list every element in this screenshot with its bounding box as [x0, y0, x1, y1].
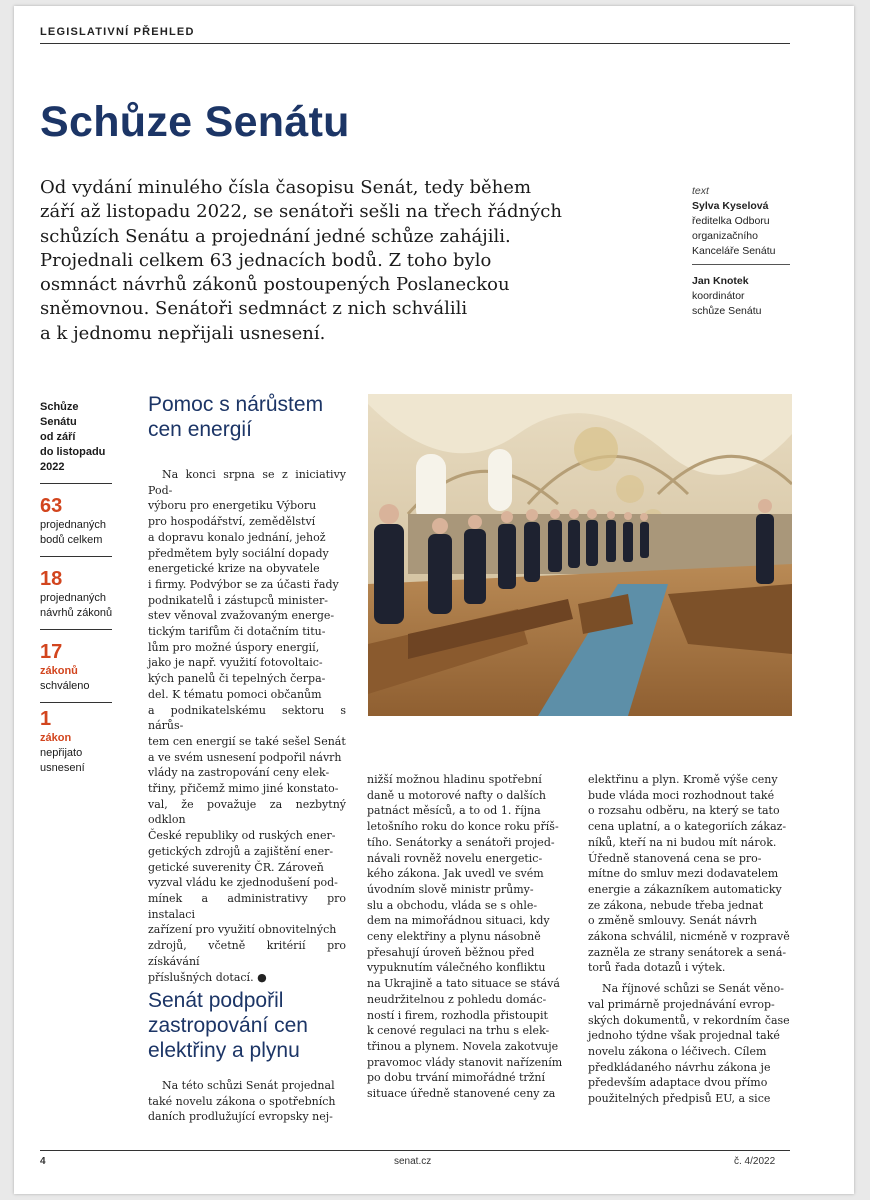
body-line: slu a obchodu, vláda se s ohle- — [367, 898, 538, 912]
body-line: zdrojů, včetně kritérií pro získávání — [148, 939, 346, 968]
body-line: o rozsahu odběru, na který se tato — [588, 804, 780, 818]
body-line: patnáct měsíců, a to od 1. října — [367, 804, 541, 818]
author-role: Kanceláře Senátu — [692, 245, 776, 257]
lead-line: Projednali celkem 63 jednacích bodů. Z toho bylo — [40, 249, 492, 271]
body-line: návali rovněž novelu energetic- — [367, 851, 543, 865]
body-line: Na této schůzi Senát projednal — [162, 1079, 335, 1092]
body-line: elektřinu a plyn. Kromě výše ceny — [588, 773, 778, 786]
credit-divider — [692, 264, 790, 265]
body-line: daně u motorové nafty o dalších — [367, 788, 546, 802]
lead-paragraph — [40, 176, 600, 346]
senate-chamber-illustration — [368, 394, 792, 716]
author-name: Jan Knotek — [692, 275, 749, 287]
stat-item — [40, 707, 116, 776]
stat-label: projednaných — [40, 519, 107, 531]
body-line: dem na mimořádnou situaci, kdy — [367, 914, 550, 928]
page-title: Schůze Senátu — [40, 98, 350, 146]
heading-line: Pomoc s nárůstem — [148, 393, 324, 416]
body-line: a podnikatelskému sektoru s nárůs- — [148, 703, 346, 733]
body-line: zazněla ze strany senátorek a sená- — [588, 945, 787, 959]
body-line: o změně smlouvy. Senát návrh — [588, 914, 758, 928]
body-line: tem cen energií se také sešel Senát — [148, 734, 346, 748]
body-line: energetické krize na obyvatele — [148, 562, 320, 576]
stats-heading-line: od září — [40, 431, 76, 443]
stat-label: projednaných — [40, 592, 107, 604]
body-line: i firmy. Podvýbor se za účasti řady — [148, 577, 339, 591]
body-line: a dopravu konalo jednání, jehož — [148, 530, 326, 544]
body-line: k cenové regulaci na trhu s elek- — [367, 1024, 550, 1038]
body-line: jako je např. využití fotovoltaic- — [148, 656, 323, 670]
body-line: kých panelů či tepelných čerpa- — [148, 672, 326, 686]
stat-item — [40, 640, 116, 694]
body-line: pravomoc vlády stanovit nařízením — [367, 1055, 563, 1069]
stats-heading-line: Schůze — [40, 401, 79, 413]
article-heading — [148, 392, 346, 442]
body-line: třiny, přičemž mimo jiné konstato- — [148, 782, 339, 796]
body-line: ze zákona, nebude třeba jednat — [588, 898, 764, 912]
body-line: po dobu trvání mimořádné tržní — [367, 1071, 546, 1085]
stat-number: 63 — [40, 495, 63, 517]
body-line: vypuknutím válečného konfliktu — [367, 961, 546, 975]
magazine-page — [14, 6, 854, 1194]
heading-line: Senát podpořil — [148, 989, 284, 1012]
stat-label: usnesení — [40, 762, 85, 774]
page-number: 4 — [40, 1156, 46, 1167]
body-line: val, že považuje za nezbytný odklon — [148, 797, 346, 827]
body-line: zařízení pro využití obnovitelných — [148, 923, 337, 937]
body-line: a ve svém usnesení podpořil návrh — [148, 750, 342, 764]
body-line: situace úředně stanovené ceny za — [367, 1087, 556, 1101]
lead-line: osmnáct návrhů zákonů postoupených Poslaneckou — [40, 274, 510, 296]
body-line: lům pro možné úspory energií, — [148, 640, 320, 654]
article-body — [148, 1078, 346, 1125]
stat-label: zákon — [40, 732, 72, 744]
lead-line: sněmovnou. Senátoři sedmnáct z nich schválili — [40, 298, 468, 320]
body-line: ností i firem, rozhodla přistoupit — [367, 1008, 548, 1022]
body-line: energie a zákazníkem automaticky — [588, 882, 782, 896]
author-name: Sylva Kyselová — [692, 200, 769, 212]
body-line: tickým tarifům či dotačním titu- — [148, 625, 326, 639]
credit-label: text — [692, 185, 709, 197]
body-line: mítne do smluv mezi dodavatelem — [588, 867, 779, 881]
body-line: příslušných dotací. ● — [148, 970, 267, 984]
body-line: tího. Senátorky a senátoři projed- — [367, 835, 555, 849]
body-line: val primárně projednávání evrop- — [588, 997, 775, 1011]
body-line: vlády na zastropování ceny elek- — [148, 766, 330, 780]
body-line: ceny elektřiny a plynu násobně — [367, 930, 541, 944]
body-line: nižší možnou hladinu spotřební — [367, 773, 542, 786]
body-line: torů řada dotazů i výtek. — [588, 961, 726, 975]
stats-divider — [40, 702, 112, 703]
stat-number: 18 — [40, 568, 63, 590]
stats-divider — [40, 556, 112, 557]
author-role: koordinátor — [692, 290, 745, 302]
body-line: novelu zákona o léčivech. Cílem — [588, 1044, 767, 1058]
author-role: organizačního — [692, 230, 758, 242]
body-line: úvodním slově ministr průmy- — [367, 882, 534, 896]
body-line: stev věnoval zvažovaným energe- — [148, 609, 335, 623]
body-line: letošního roku do konce roku příš- — [367, 820, 559, 834]
body-line: del. K tématu pomoci občanům — [148, 687, 322, 701]
body-line: předmětem byly sociální dopady — [148, 546, 329, 560]
stat-item — [40, 494, 116, 548]
body-line: předkládaného návrhu zákona je — [588, 1060, 771, 1074]
stats-heading-line: Senátu — [40, 416, 77, 428]
stats-sidebar — [40, 400, 116, 776]
stat-label: bodů celkem — [40, 534, 103, 546]
body-line: České republiky od ruských ener- — [148, 829, 336, 843]
stats-divider — [40, 629, 112, 630]
stat-number: 1 — [40, 708, 52, 730]
body-line: Úředně stanovená cena se pro- — [588, 851, 762, 865]
body-line: cena uplatní, a o kategoriích zákaz- — [588, 820, 787, 834]
body-line: jednoho týdne však projednal také — [588, 1029, 780, 1043]
body-line: kého zákona. Jak uvedl ve svém — [367, 867, 544, 881]
article-body — [367, 772, 573, 1102]
body-line: pro hospodářství, zemědělství — [148, 515, 316, 529]
stat-label: návrhů zákonů — [40, 607, 113, 619]
body-line: na Ukrajině a tato situace se stává — [367, 977, 560, 991]
body-line: použitelných předpisů EU, a sice — [588, 1092, 771, 1106]
body-line: Na říjnové schůzi se Senát věno- — [602, 982, 784, 996]
stat-number: 17 — [40, 641, 63, 663]
stat-label: nepřijato — [40, 747, 83, 759]
heading-line: zastropování cen — [148, 1014, 308, 1037]
stats-divider — [40, 483, 112, 484]
heading-line: elektřiny a plynu — [148, 1039, 300, 1062]
body-line: výboru pro energetiku Výboru — [148, 499, 317, 513]
heading-line: cen energií — [148, 418, 252, 441]
article-heading — [148, 988, 346, 1063]
footer-rule — [40, 1150, 790, 1151]
author-credits — [692, 184, 822, 319]
author-role: schůze Senátu — [692, 305, 762, 317]
footer-issue: č. 4/2022 — [734, 1156, 776, 1167]
lead-line: a k jednomu nepřijali usnesení. — [40, 322, 326, 344]
body-line: bude vláda moci rozhodnout také — [588, 788, 775, 802]
body-line: především adaptace dvou přímo — [588, 1076, 768, 1090]
header-rule — [40, 43, 790, 44]
stats-heading-line: do listopadu — [40, 446, 106, 458]
stats-heading-line: 2022 — [40, 461, 65, 473]
lead-line: schůzích Senátu a projednání jedné schůze zahájili. — [40, 225, 511, 247]
body-line: getických zdrojů a zajištění ener- — [148, 844, 334, 858]
body-line: neudržitelnou z pohledu domác- — [367, 992, 547, 1006]
body-line: ských dokumentů, v rekordním čase — [588, 1013, 790, 1027]
body-line: podnikatelů i zástupců minister- — [148, 593, 328, 607]
body-line: také novelu zákona o spotřebních — [148, 1094, 336, 1108]
stats-heading — [40, 400, 116, 475]
article-body — [588, 772, 792, 1107]
senate-chamber-photo — [368, 394, 792, 716]
author-role: ředitelka Odboru — [692, 215, 770, 227]
body-line: přesahují úroveň běžnou před — [367, 945, 535, 959]
stat-item — [40, 567, 116, 621]
body-line: mínek a administrativy pro instalaci — [148, 891, 346, 921]
footer-site: senat.cz — [394, 1156, 432, 1167]
body-line: Na konci srpna se z iniciativy Pod- — [148, 468, 346, 497]
article-body — [148, 467, 346, 985]
body-line: vyzval vládu ke zjednodušení pod- — [148, 876, 338, 890]
body-line: daních prodlužující evropsky nej- — [148, 1110, 333, 1124]
stat-label: schváleno — [40, 680, 90, 692]
stat-label: zákonů — [40, 665, 78, 677]
body-line: getické suverenity ČR. Zároveň — [148, 860, 324, 874]
section-label: LEGISLATIVNÍ PŘEHLED — [40, 26, 195, 38]
body-line: třinou a plynem. Novela zakotvuje — [367, 1039, 559, 1053]
lead-line: září až listopadu 2022, se senátoři sešli na třech řádných — [40, 201, 562, 223]
body-line: zákona schválil, nicméně v rozpravě — [588, 930, 790, 944]
body-line: níků, kteří na ni budou mít nárok. — [588, 835, 777, 849]
lead-line: Od vydání minulého čísla časopisu Senát, tedy během — [40, 177, 532, 198]
